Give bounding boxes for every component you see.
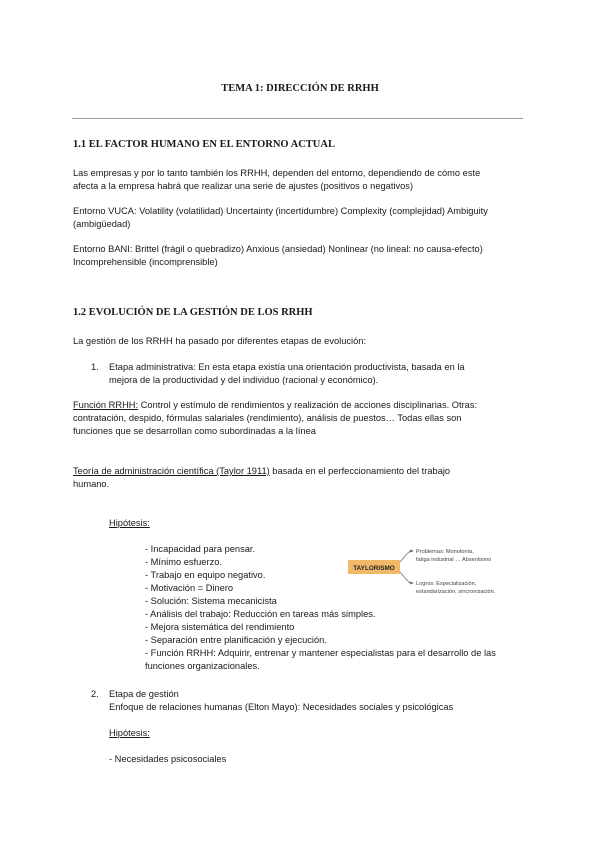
hipotesis-item: - Función RRHH: Adquirir, entrenar y mantener especialistas para el desarrollo de las xyxy=(145,648,496,658)
funcion-rrhh-line-3: funciones que se desarrollan como subordinadas a la línea xyxy=(73,426,316,436)
vuca-line-1: Entorno VUCA: Volatility (volatilidad) Uncertainty (incertidumbre) Complexity (complejidad) Ambiguity xyxy=(73,206,488,216)
logros-title: Logros: Especialización, xyxy=(416,581,477,587)
bani-line-1: Entorno BANI: Brittel (frágil o quebradizo) Anxious (ansiedad) Nonlinear (no lineal: no causa-efecto) xyxy=(73,244,483,254)
section-1-paragraph-1-line-1: Las empresas y por lo tanto también los RRHH, dependen del entorno, dependiendo de cómo este xyxy=(73,168,481,178)
hipotesis-label: Hipótesis: xyxy=(109,518,150,528)
funcion-rrhh-line-2: contratación, despido, fórmulas salariales (rendimiento), análisis de puestos… Todas ellas son xyxy=(73,413,462,423)
hipotesis-item: - Mejora sistemática del rendimiento xyxy=(145,622,295,632)
problemas-title: Problemas: Monotonía, xyxy=(416,549,474,555)
etapa-gestion-title: Etapa de gestión xyxy=(109,689,179,699)
page-title: TEMA 1: DIRECCIÓN DE RRHH xyxy=(221,83,379,94)
title-divider xyxy=(72,118,523,119)
hipotesis-2-label: Hipótesis: xyxy=(109,728,150,738)
list-number-1: 1. xyxy=(91,362,99,372)
section-1-heading: 1.1 EL FACTOR HUMANO EN EL ENTORNO ACTUAL xyxy=(73,139,335,150)
funcion-rrhh-label: Función RRHH: xyxy=(73,400,139,410)
bani-line-2: Incomprehensible (incomprensible) xyxy=(73,257,218,267)
funcion-rrhh-line-1 xyxy=(73,399,528,412)
etapa-gestion-subtitle: Enfoque de relaciones humanas (Elton Mayo): Necesidades sociales y psicológicas xyxy=(109,702,454,712)
hipotesis-item: - Solución: Sistema mecanicista xyxy=(145,596,277,606)
hipotesis-item: - Mínimo esfuerzo. xyxy=(145,557,222,567)
hipotesis-2-item: - Necesidades psicosociales xyxy=(109,754,227,764)
arrow-problemas xyxy=(400,551,410,562)
taylorismo-label: TAYLORISMO xyxy=(353,565,395,572)
logros-line-2: estandarización, sincronización. xyxy=(416,589,496,595)
teoria-line-1 xyxy=(73,465,528,478)
section-1-paragraph-1-line-2: afecta a la empresa habrá que realizar una serie de ajustes (positivos o negativos) xyxy=(73,181,414,191)
teoria-text: basada en el perfeccionamiento del trabajo xyxy=(269,466,451,476)
problemas-line-2: fatiga industrial … Absentismo xyxy=(416,557,492,563)
hipotesis-item: - Separación entre planificación y ejecución. xyxy=(145,635,327,645)
vuca-line-2: (ambigüedad) xyxy=(73,219,131,229)
arrow-problemas-head xyxy=(410,550,414,553)
arrow-logros-head xyxy=(410,582,414,585)
funcion-rrhh-text: Control y estímulo de rendimientos y realización de acciones disciplinarias. Otras: xyxy=(138,400,478,410)
etapa-administrativa-line-1: Etapa administrativa: En esta etapa existía una orientación productivista, basada en la xyxy=(109,362,465,372)
arrow-logros xyxy=(400,572,410,583)
section-2-heading: 1.2 EVOLUCIÓN DE LA GESTIÓN DE LOS RRHH xyxy=(73,307,313,318)
taylorismo-diagram xyxy=(348,548,528,598)
hipotesis-item: funciones organizacionales. xyxy=(145,661,260,671)
hipotesis-item: - Motivación = Dinero xyxy=(145,583,234,593)
list-number-2: 2. xyxy=(91,689,99,699)
hipotesis-item: - Análisis del trabajo: Reducción en tareas más simples. xyxy=(145,609,376,619)
teoria-line-2: humano. xyxy=(73,479,110,489)
etapa-administrativa-line-2: mejora de la productividad y del individuo (racional y económico). xyxy=(109,375,379,385)
hipotesis-item: - Incapacidad para pensar. xyxy=(145,544,256,554)
teoria-label: Teoría de administración científica (Taylor 1911) xyxy=(73,466,270,476)
section-2-intro: La gestión de los RRHH ha pasado por diferentes etapas de evolución: xyxy=(73,336,367,346)
hipotesis-item: - Trabajo en equipo negativo. xyxy=(145,570,266,580)
